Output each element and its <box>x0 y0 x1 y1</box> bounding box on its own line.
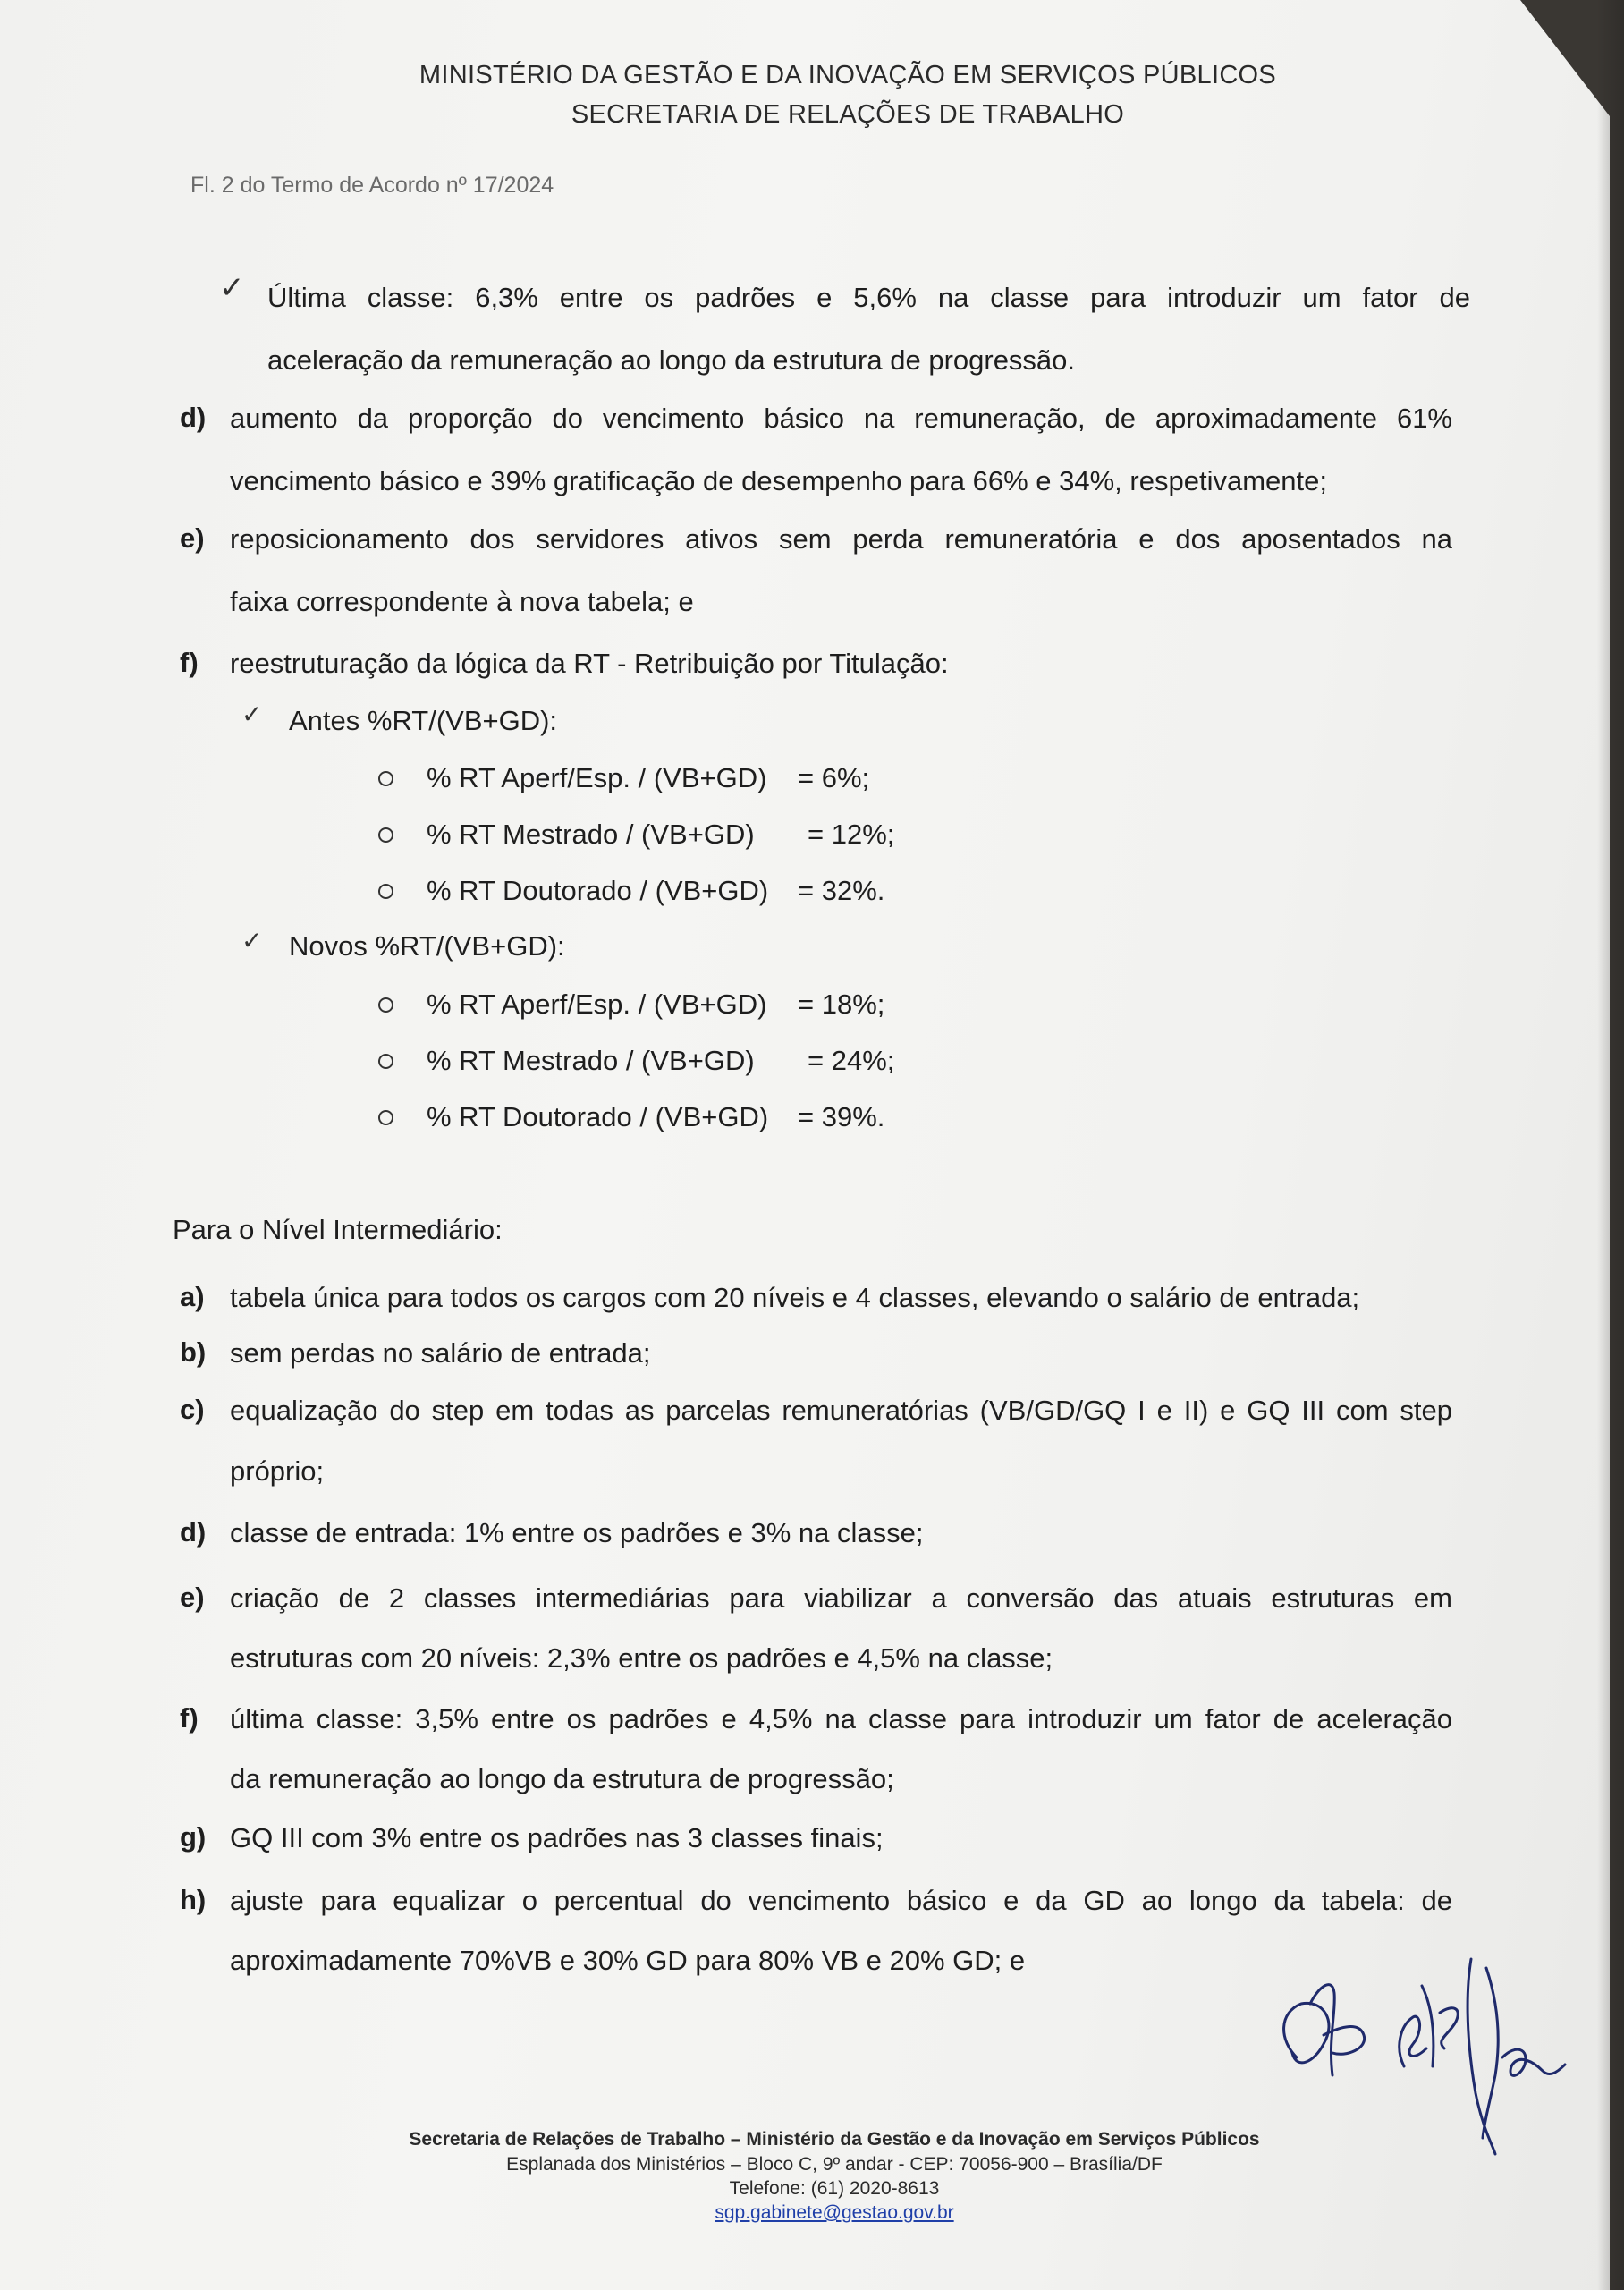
int-item-g-line1: GQ III com 3% entre os padrões nas 3 classes finais; <box>230 1822 884 1853</box>
page-edge-shadow <box>1597 0 1624 2290</box>
antes-rt-value: = 32%. <box>798 875 885 906</box>
int-item-e-line1: criação de 2 classes intermediárias para viabilizar a conversão das atuais estruturas em <box>230 1582 1452 1614</box>
item-d-line1: aumento da proporção do vencimento básico na remuneração, de aproximadamente 61% <box>230 403 1452 434</box>
int-item-b-line1: sem perdas no salário de entrada; <box>230 1337 651 1369</box>
int-item-e-line2: estruturas com 20 níveis: 2,3% entre os padrões e 4,5% na classe; <box>230 1642 1053 1674</box>
antes-rt-label: % RT Aperf/Esp. / (VB+GD) <box>427 762 767 793</box>
item-e-line2: faixa correspondente à nova tabela; e <box>230 586 694 617</box>
footer-organization: Secretaria de Relações de Trabalho – Ministério da Gestão e da Inovação em Serviços Públicos <box>409 2129 1260 2150</box>
bullet-circle-icon <box>378 1054 393 1069</box>
item-e-line1: reposicionamento dos servidores ativos sem perda remuneratória e dos aposentados na <box>230 523 1452 555</box>
novos-rt-value: = 24%; <box>808 1045 895 1076</box>
item-f-line1: reestruturação da lógica da RT - Retribuição por Titulação: <box>230 648 949 679</box>
antes-rt-value: = 6%; <box>798 762 870 793</box>
item-label-e: e) <box>180 522 205 554</box>
int-item-f-line2: da remuneração ao longo da estrutura de progressão; <box>230 1763 894 1794</box>
item-label-d: d) <box>180 402 207 433</box>
item-label-f: f) <box>180 1702 199 1734</box>
checkmark-icon: ✓ <box>219 271 245 305</box>
int-item-c-line1: equalização do step em todas as parcelas remuneratórias (VB/GD/GQ I e II) e GQ III com step <box>230 1395 1452 1426</box>
footer-phone: Telefone: (61) 2020-8613 <box>729 2178 940 2199</box>
bullet-circle-icon <box>378 771 393 786</box>
novos-rt-label: % RT Doutorado / (VB+GD) <box>427 1101 769 1132</box>
int-item-d-line1: classe de entrada: 1% entre os padrões e 3% na classe; <box>230 1517 924 1548</box>
item-label-a: a) <box>180 1281 205 1312</box>
checkmark-icon: ✓ <box>241 927 263 954</box>
page-reference: Fl. 2 do Termo de Acordo nº 17/2024 <box>190 173 554 198</box>
footer-email-link[interactable]: sgp.gabinete@gestao.gov.br <box>715 2202 954 2223</box>
ultima-classe-line1: Última classe: 6,3% entre os padrões e 5,6% na classe para introduzir um fator de <box>267 282 1470 313</box>
item-label-h: h) <box>180 1884 207 1915</box>
item-label-e: e) <box>180 1582 205 1613</box>
antes-rt-label: % RT Mestrado / (VB+GD) <box>427 818 755 850</box>
ministry-heading: MINISTÉRIO DA GESTÃO E DA INOVAÇÃO EM SERVIÇOS PÚBLICOS <box>419 61 1277 89</box>
novos-rt-label: % RT Aperf/Esp. / (VB+GD) <box>427 988 767 1020</box>
int-item-h-line1: ajuste para equalizar o percentual do vencimento básico e da GD ao longo da tabela: de <box>230 1885 1452 1916</box>
item-d-line2: vencimento básico e 39% gratificação de desempenho para 66% e 34%, respetivamente; <box>230 465 1327 496</box>
antes-rt-label: % RT Doutorado / (VB+GD) <box>427 875 769 906</box>
novos-rt-value: = 39%. <box>798 1101 885 1132</box>
footer-address: Esplanada dos Ministérios – Bloco C, 9º andar - CEP: 70056-900 – Brasília/DF <box>506 2154 1163 2175</box>
novos-rt-value: = 18%; <box>798 988 885 1020</box>
novos-title: Novos %RT/(VB+GD): <box>289 930 565 962</box>
checkmark-icon: ✓ <box>241 700 263 728</box>
item-label-g: g) <box>180 1821 207 1853</box>
bullet-circle-icon <box>378 997 393 1013</box>
int-item-f-line1: última classe: 3,5% entre os padrões e 4,5% na classe para introduzir um fator de aceleração <box>230 1703 1452 1734</box>
handwritten-signature <box>1261 1950 1583 2156</box>
bullet-circle-icon <box>378 1110 393 1125</box>
bullet-circle-icon <box>378 884 393 899</box>
bullet-circle-icon <box>378 827 393 843</box>
ultima-classe-line2: aceleração da remuneração ao longo da estrutura de progressão. <box>267 344 1076 376</box>
novos-rt-label: % RT Mestrado / (VB+GD) <box>427 1045 755 1076</box>
int-item-a-line1: tabela única para todos os cargos com 20 níveis e 4 classes, elevando o salário de entrada; <box>230 1282 1360 1313</box>
item-label-b: b) <box>180 1336 207 1368</box>
int-item-h-line2: aproximadamente 70%VB e 30% GD para 80% VB e 20% GD; e <box>230 1945 1026 1976</box>
antes-rt-value: = 12%; <box>808 818 895 850</box>
antes-title: Antes %RT/(VB+GD): <box>289 705 558 736</box>
intermediario-heading: Para o Nível Intermediário: <box>173 1214 503 1245</box>
int-item-c-line2: próprio; <box>230 1455 325 1487</box>
item-label-c: c) <box>180 1394 205 1425</box>
item-label-f: f) <box>180 647 199 678</box>
secretariat-heading: SECRETARIA DE RELAÇÕES DE TRABALHO <box>571 100 1125 129</box>
item-label-d: d) <box>180 1516 207 1548</box>
